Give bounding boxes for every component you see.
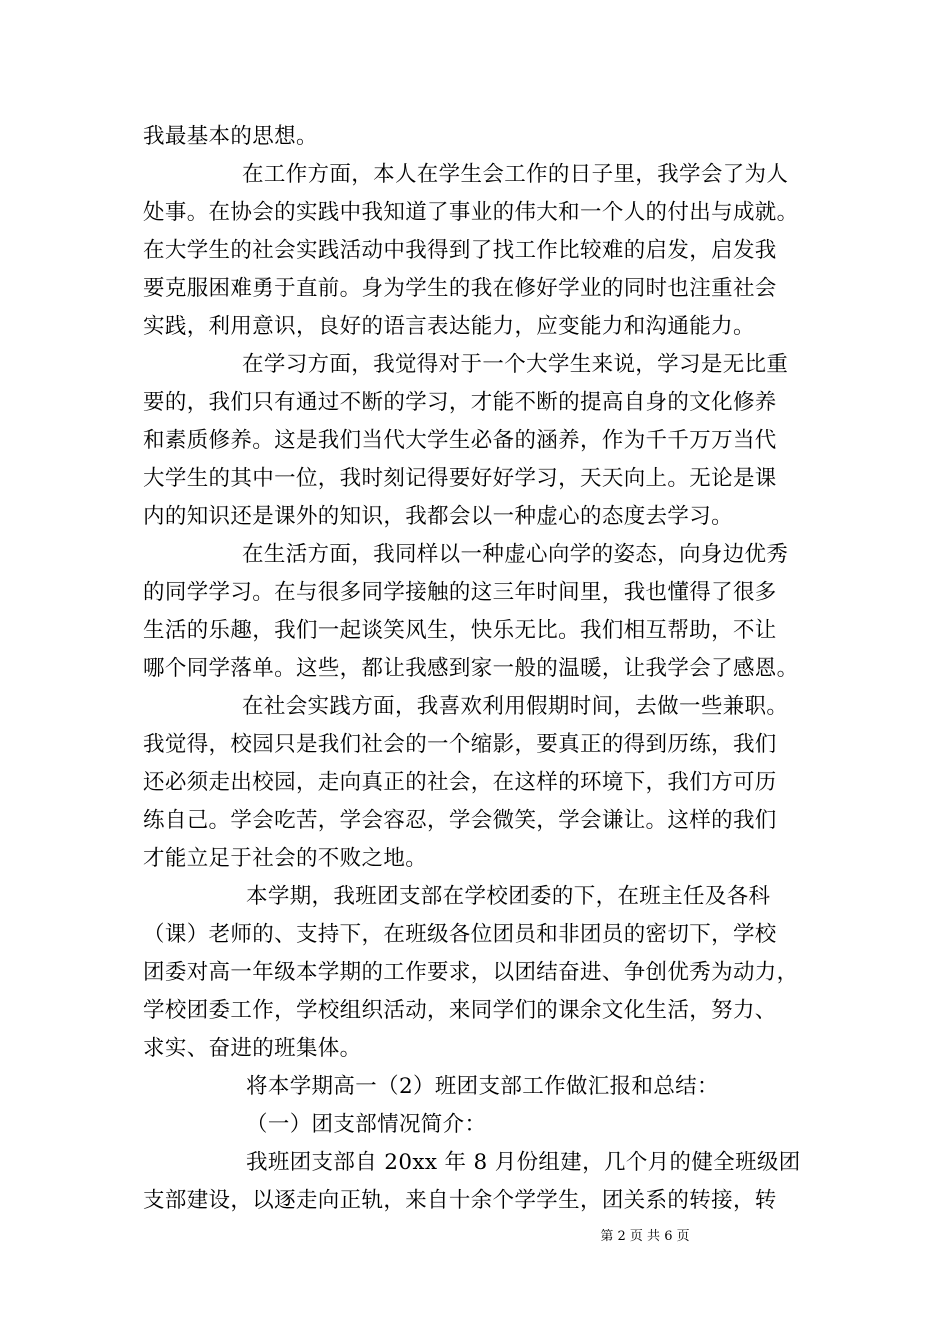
text-line: 要的，我们只有通过不断的学习，才能不断的提高自身的文化修养	[143, 390, 777, 415]
text-line: 大学生的其中一位，我时刻记得要好好学习，天天向上。无论是课	[143, 466, 777, 491]
text-line: 在大学生的社会实践活动中我得到了找工作比较难的启发，启发我	[143, 238, 777, 263]
page-footer: 第 2 页 共 6 页	[600, 1229, 690, 1244]
text-line: （课）老师的、支持下，在班级各位团员和非团员的密切下，学校	[143, 922, 777, 947]
text-line: 练自己。学会吃苦，学会容忍，学会微笑，学会谦让。这样的我们	[143, 808, 777, 833]
text-line: 在社会实践方面，我喜欢利用假期时间，去做一些兼职。	[242, 694, 789, 719]
text-line: 在学习方面，我觉得对于一个大学生来说，学习是无比重	[242, 352, 789, 377]
text-line: 将本学期高一（2）班团支部工作做汇报和总结：	[246, 1074, 719, 1099]
text-line: 我觉得，校园只是我们社会的一个缩影，要真正的得到历练，我们	[143, 732, 777, 757]
text-line: 学校团委工作，学校组织活动，来同学们的课余文化生活，努力、	[143, 998, 777, 1023]
text-line: 实践，利用意识，良好的语言表达能力，应变能力和沟通能力。	[143, 314, 755, 339]
text-line: 在工作方面，本人在学生会工作的日子里，我学会了为人	[242, 162, 789, 187]
text-line: 求实、奋进的班集体。	[143, 1036, 362, 1061]
text-line: 要克服困难勇于直前。身为学生的我在修好学业的同时也注重社会	[143, 276, 777, 301]
text-line: 支部建设，以逐走向正轨，来自十余个学学生，团关系的转接，转	[143, 1188, 777, 1213]
text-line: 在生活方面，我同样以一种虚心向学的姿态，向身边优秀	[242, 542, 789, 567]
text-line: 本学期，我班团支部在学校团委的下，在班主任及各科	[246, 884, 771, 909]
text-line: 团委对高一年级本学期的工作要求，以团结奋进、争创优秀为动力，	[143, 960, 799, 985]
text-line: 还必须走出校园，走向真正的社会，在这样的环境下，我们方可历	[143, 770, 777, 795]
text-line: 处事。在协会的实践中我知道了事业的伟大和一个人的付出与成就。	[143, 200, 799, 225]
text-line: 我班团支部自 20xx 年 8 月份组建，几个月的健全班级团	[246, 1150, 801, 1175]
text-line: 哪个同学落单。这些，都让我感到家一般的温暖，让我学会了感恩。	[143, 656, 799, 681]
text-line: 我最基本的思想。	[143, 124, 318, 149]
text-line: 生活的乐趣，我们一起谈笑风生，快乐无比。我们相互帮助，不让	[143, 618, 777, 643]
text-line: 才能立足于社会的不败之地。	[143, 846, 428, 871]
text-line: （一）团支部情况简介：	[246, 1112, 487, 1137]
text-line: 和素质修养。这是我们当代大学生必备的涵养，作为千千万万当代	[143, 428, 777, 453]
text-line: 的同学学习。在与很多同学接触的这三年时间里，我也懂得了很多	[143, 580, 777, 605]
text-line: 内的知识还是课外的知识，我都会以一种虚心的态度去学习。	[143, 504, 733, 529]
